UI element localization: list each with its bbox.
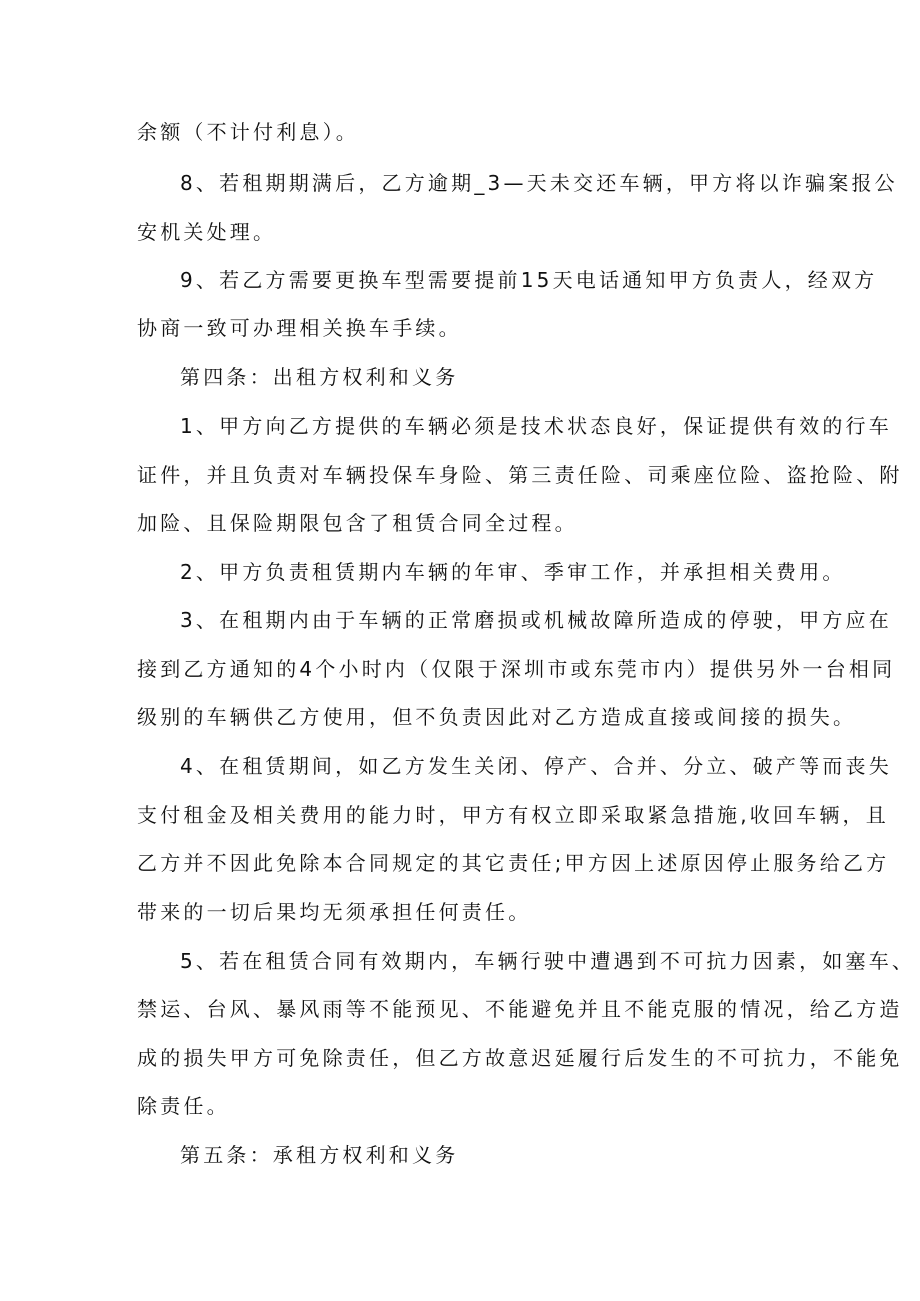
- text-line: 1、甲方向乙方提供的车辆必须是技术状态良好，保证提供有效的行车: [180, 414, 892, 438]
- text-line: 余额（不计付利息）。: [137, 120, 359, 144]
- text-line: 9、若乙方需要更换车型需要提前15天电话通知甲方负责人，经双方: [180, 268, 878, 292]
- text-line: 除责任。: [137, 1094, 230, 1118]
- text-line: 证件，并且负责对车辆投保车身险、第三责任险、司乘座位险、盗抢险、附: [137, 463, 903, 487]
- text-line: 加险、且保险期限包含了租赁合同全过程。: [137, 511, 578, 535]
- section-heading: 第四条：出租方权利和义务: [180, 365, 459, 389]
- text-line: 3、在租期内由于车辆的正常磨损或机械故障所造成的停驶，甲方应在: [180, 608, 892, 632]
- section-heading: 第五条：承租方权利和义务: [180, 1143, 459, 1167]
- text-line: 5、若在租赁合同有效期内，车辆行驶中遭遇到不可抗力因素，如塞车、: [180, 949, 916, 973]
- text-line: 禁运、台风、暴风雨等不能预见、不能避免并且不能克服的情况，给乙方造: [137, 997, 903, 1021]
- text-line: 协商一致可办理相关换车手续。: [137, 316, 462, 340]
- text-line: 4、在租赁期间，如乙方发生关闭、停产、合并、分立、破产等而丧失: [180, 754, 892, 778]
- text-line: 8、若租期期满后，乙方逾期_3—天未交还车辆，甲方将以诈骗案报公: [180, 171, 898, 195]
- text-line: 支付租金及相关费用的能力时，甲方有权立即采取紧急措施,收回车辆，且: [137, 803, 889, 827]
- text-line: 级别的车辆供乙方使用，但不负责因此对乙方造成直接或间接的损失。: [137, 705, 857, 729]
- text-line: 接到乙方通知的4个小时内（仅限于深圳市或东莞市内）提供另外一台相同: [137, 657, 896, 681]
- text-line: 2、甲方负责租赁期内车辆的年审、季审工作，并承担相关费用。: [180, 560, 846, 584]
- text-line: 成的损失甲方可免除责任，但乙方故意迟延履行后发生的不可抗力，不能免: [137, 1046, 903, 1070]
- text-line: 安机关处理。: [137, 220, 277, 244]
- text-line: 乙方并不因此免除本合同规定的其它责任;甲方因上述原因停止服务给乙方: [137, 851, 890, 875]
- text-line: 带来的一切后果均无须承担任何责任。: [137, 900, 532, 924]
